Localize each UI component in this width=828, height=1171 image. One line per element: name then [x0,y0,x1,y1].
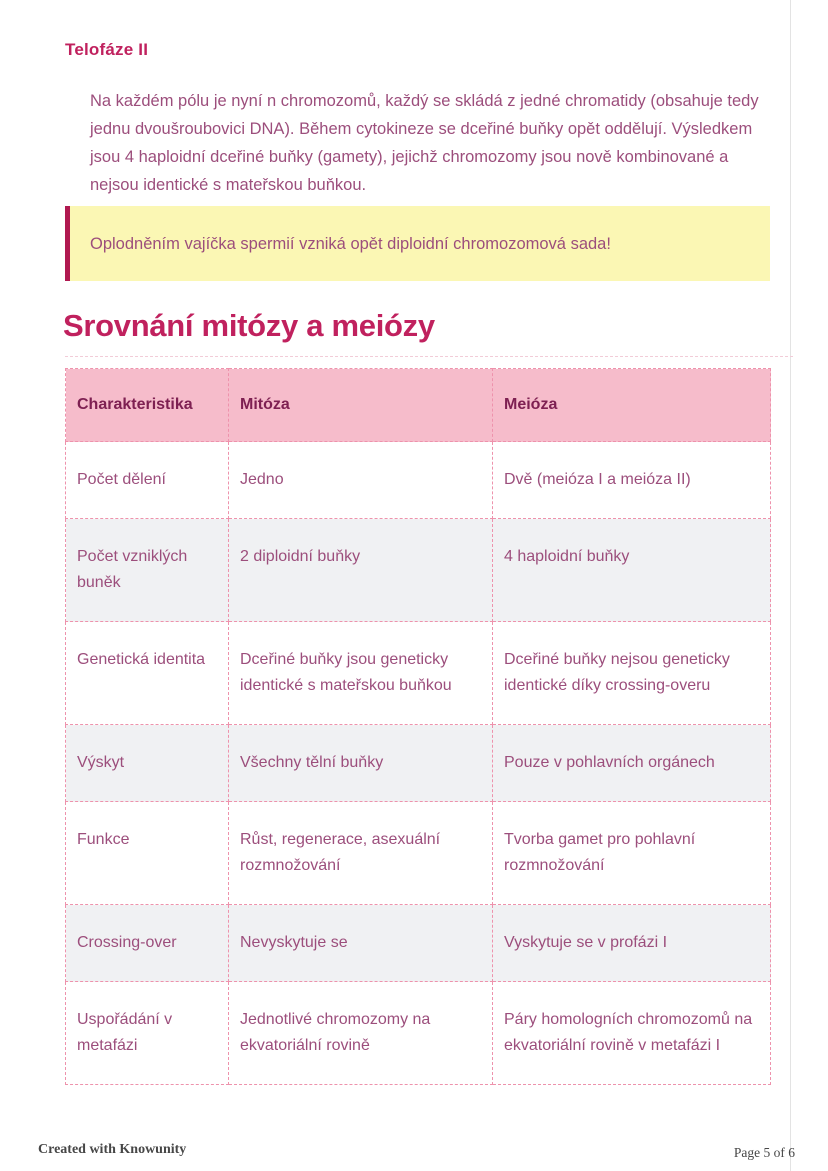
meiosis-cell: Páry homologních chromozomů na ekvatoriální rovině v metafázi I [493,982,771,1085]
mitosis-cell: Jedno [229,442,493,519]
table-row [66,519,771,622]
meiosis-cell: Dvě (meióza I a meióza II) [493,442,771,519]
table-row [66,725,771,802]
page-title-comparison: Srovnání mitózy a meiózy [63,308,435,343]
mitosis-cell: 2 diploidní buňky [229,519,493,622]
row-label: Počet dělení [66,442,229,519]
mitosis-cell: Jednotlivé chromozomy na ekvatoriální rovině [229,982,493,1085]
table-row [66,622,771,725]
meiosis-cell: Dceřiné buňky nejsou geneticky identické díky crossing-overu [493,622,771,725]
mitosis-cell: Růst, regenerace, asexuální rozmnožování [229,802,493,905]
callout-text: Oplodněním vajíčka spermií vzniká opět diploidní chromozomová sada! [90,234,611,253]
meiosis-cell: 4 haploidní buňky [493,519,771,622]
mitosis-cell: Dceřiné buňky jsou geneticky identické s mateřskou buňkou [229,622,493,725]
row-label: Uspořádání v metafázi [66,982,229,1085]
mitosis-cell: Nevyskytuje se [229,905,493,982]
column-header-meioza: Meióza [493,369,771,442]
mitosis-meiosis-comparison-table [65,368,771,1085]
highlight-callout-box [65,206,770,281]
table-row [66,982,771,1085]
meiosis-cell: Vyskytuje se v profázi I [493,905,771,982]
footer-branding: Created with Knowunity [38,1142,187,1157]
column-header-mitoza: Mitóza [229,369,493,442]
row-label: Výskyt [66,725,229,802]
meiosis-cell: Tvorba gamet pro pohlavní rozmnožování [493,802,771,905]
table-row [66,905,771,982]
row-label: Počet vzniklých buněk [66,519,229,622]
section-heading-telofaze-ii: Telofáze II [65,40,149,59]
meiosis-cell: Pouze v pohlavních orgánech [493,725,771,802]
body-paragraph: Na každém pólu je nyní n chromozomů, každý se skládá z jedné chromatidy (obsahuje tedy jednu dvoušroubovici DNA). Během cytokineze se dceřiné buňky opět oddělují. Výsledkem jsou 4 haploidní dceřiné buňky (gamety), jejichž chromozomy jsou nově kombinované a nejsou identické s mateřskou buňkou. [90,92,759,194]
row-label: Crossing-over [66,905,229,982]
table-header-row [66,369,771,442]
column-header-charakteristika: Charakteristika [66,369,229,442]
page-number: Page 5 of 6 [733,1145,795,1160]
row-label: Genetická identita [66,622,229,725]
table-row [66,802,771,905]
page-right-edge [790,0,791,1171]
table-row [66,442,771,519]
row-label: Funkce [66,802,229,905]
mitosis-cell: Všechny tělní buňky [229,725,493,802]
heading-divider [65,356,793,357]
